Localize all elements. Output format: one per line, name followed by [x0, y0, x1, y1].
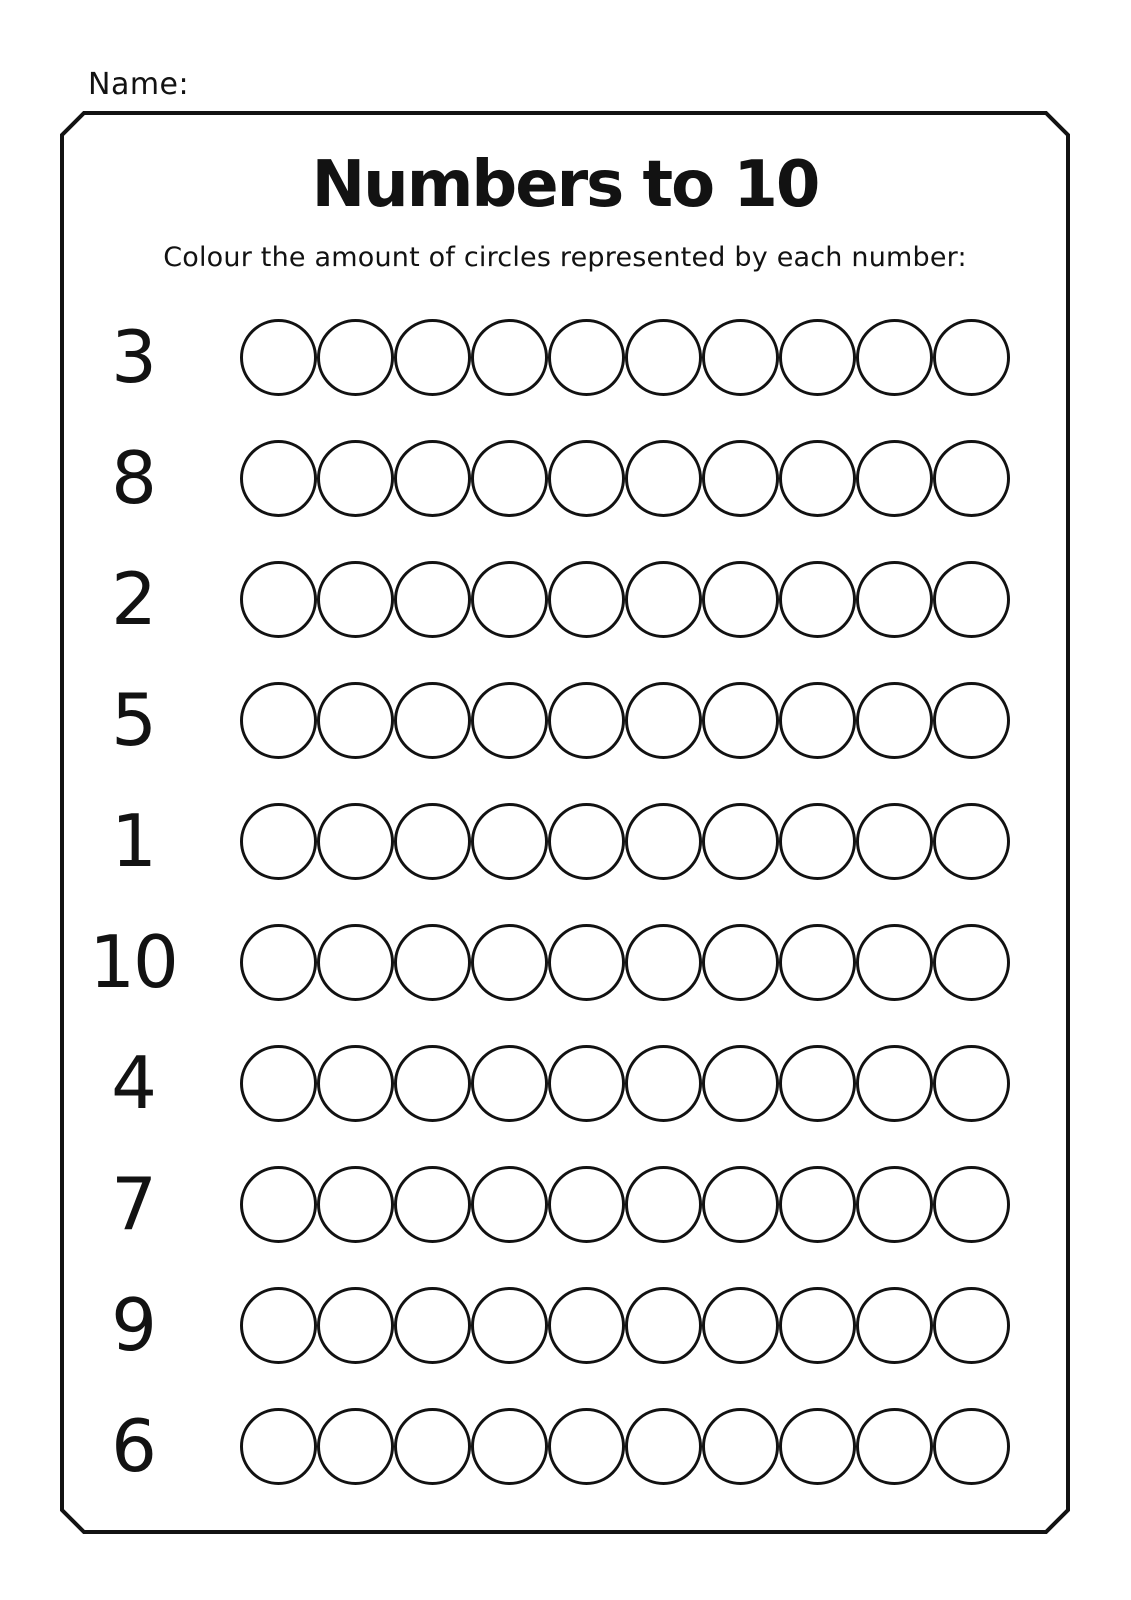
- colour-circle[interactable]: [240, 561, 317, 638]
- colour-circle[interactable]: [625, 682, 702, 759]
- colour-circle[interactable]: [702, 1408, 779, 1485]
- colour-circle[interactable]: [702, 1287, 779, 1364]
- colour-circle[interactable]: [317, 1408, 394, 1485]
- number-row: [62, 1404, 1068, 1488]
- circles-group: [240, 1287, 1010, 1364]
- colour-circle[interactable]: [317, 803, 394, 880]
- colour-circle[interactable]: [317, 1045, 394, 1122]
- colour-circle[interactable]: [317, 682, 394, 759]
- colour-circle[interactable]: [471, 1408, 548, 1485]
- row-number-label: 9: [111, 1283, 155, 1367]
- colour-circle[interactable]: [317, 440, 394, 517]
- colour-circle[interactable]: [625, 1408, 702, 1485]
- colour-circle[interactable]: [856, 1166, 933, 1243]
- circles-group: [240, 319, 1010, 396]
- colour-circle[interactable]: [779, 682, 856, 759]
- colour-circle[interactable]: [548, 1166, 625, 1243]
- colour-circle[interactable]: [933, 1408, 1010, 1485]
- colour-circle[interactable]: [548, 1408, 625, 1485]
- colour-circle[interactable]: [625, 440, 702, 517]
- number-row: [62, 920, 1068, 1004]
- colour-circle[interactable]: [702, 1045, 779, 1122]
- circles-group: [240, 1166, 1010, 1243]
- colour-circle[interactable]: [240, 682, 317, 759]
- colour-circle[interactable]: [240, 924, 317, 1001]
- colour-circle[interactable]: [548, 1287, 625, 1364]
- colour-circle[interactable]: [394, 1408, 471, 1485]
- colour-circle[interactable]: [933, 561, 1010, 638]
- colour-circle[interactable]: [471, 1166, 548, 1243]
- colour-circle[interactable]: [394, 682, 471, 759]
- colour-circle[interactable]: [394, 803, 471, 880]
- number-row: [62, 678, 1068, 762]
- colour-circle[interactable]: [394, 1166, 471, 1243]
- colour-circle[interactable]: [702, 924, 779, 1001]
- colour-circle[interactable]: [240, 803, 317, 880]
- colour-circle[interactable]: [394, 319, 471, 396]
- colour-circle[interactable]: [779, 1166, 856, 1243]
- colour-circle[interactable]: [779, 319, 856, 396]
- colour-circle[interactable]: [702, 1166, 779, 1243]
- circles-group: [240, 1045, 1010, 1122]
- circles-group: [240, 440, 1010, 517]
- colour-circle[interactable]: [933, 924, 1010, 1001]
- colour-circle[interactable]: [317, 561, 394, 638]
- number-row: [62, 799, 1068, 883]
- colour-circle[interactable]: [625, 1045, 702, 1122]
- colour-circle[interactable]: [779, 561, 856, 638]
- colour-circle[interactable]: [856, 561, 933, 638]
- colour-circle[interactable]: [240, 1287, 317, 1364]
- colour-circle[interactable]: [548, 924, 625, 1001]
- colour-circle[interactable]: [625, 319, 702, 396]
- number-row: [62, 557, 1068, 641]
- colour-circle[interactable]: [471, 803, 548, 880]
- colour-circle[interactable]: [933, 319, 1010, 396]
- number-row: [62, 1162, 1068, 1246]
- colour-circle[interactable]: [856, 319, 933, 396]
- colour-circle[interactable]: [856, 440, 933, 517]
- colour-circle[interactable]: [702, 440, 779, 517]
- colour-circle[interactable]: [779, 803, 856, 880]
- worksheet-title: Numbers to 10: [311, 148, 819, 222]
- colour-circle[interactable]: [471, 1287, 548, 1364]
- colour-circle[interactable]: [702, 803, 779, 880]
- row-number-label: 10: [89, 920, 177, 1004]
- colour-circle[interactable]: [317, 924, 394, 1001]
- colour-circle[interactable]: [317, 319, 394, 396]
- colour-circle[interactable]: [702, 561, 779, 638]
- colour-circle[interactable]: [394, 440, 471, 517]
- colour-circle[interactable]: [317, 1287, 394, 1364]
- colour-circle[interactable]: [933, 803, 1010, 880]
- row-number-label: 6: [111, 1404, 155, 1488]
- worksheet-instruction: Colour the amount of circles represented by each number:: [163, 242, 967, 273]
- circles-group: [240, 1408, 1010, 1485]
- colour-circle[interactable]: [779, 1287, 856, 1364]
- colour-circle[interactable]: [394, 924, 471, 1001]
- colour-circle[interactable]: [779, 924, 856, 1001]
- colour-circle[interactable]: [779, 1408, 856, 1485]
- colour-circle[interactable]: [471, 561, 548, 638]
- colour-circle[interactable]: [240, 1408, 317, 1485]
- circles-group: [240, 924, 1010, 1001]
- colour-circle[interactable]: [625, 561, 702, 638]
- colour-circle[interactable]: [625, 924, 702, 1001]
- colour-circle[interactable]: [933, 440, 1010, 517]
- colour-circle[interactable]: [471, 682, 548, 759]
- colour-circle[interactable]: [856, 1045, 933, 1122]
- colour-circle[interactable]: [625, 1166, 702, 1243]
- colour-circle[interactable]: [548, 682, 625, 759]
- colour-circle[interactable]: [702, 319, 779, 396]
- colour-circle[interactable]: [625, 803, 702, 880]
- colour-circle[interactable]: [240, 1166, 317, 1243]
- circles-group: [240, 561, 1010, 638]
- row-number-label: 3: [111, 315, 155, 399]
- colour-circle[interactable]: [856, 682, 933, 759]
- colour-circle[interactable]: [471, 924, 548, 1001]
- colour-circle[interactable]: [394, 1045, 471, 1122]
- colour-circle[interactable]: [394, 561, 471, 638]
- colour-circle[interactable]: [240, 440, 317, 517]
- row-number-label: 4: [111, 1041, 155, 1125]
- row-number-label: 2: [111, 557, 155, 641]
- colour-circle[interactable]: [779, 440, 856, 517]
- number-row: [62, 315, 1068, 399]
- colour-circle[interactable]: [548, 803, 625, 880]
- colour-circle[interactable]: [856, 1408, 933, 1485]
- colour-circle[interactable]: [856, 803, 933, 880]
- colour-circle[interactable]: [548, 561, 625, 638]
- name-label[interactable]: Name:: [88, 67, 190, 102]
- row-number-label: 5: [111, 678, 155, 762]
- number-row: [62, 1283, 1068, 1367]
- circles-group: [240, 682, 1010, 759]
- colour-circle[interactable]: [548, 319, 625, 396]
- colour-circle[interactable]: [856, 1287, 933, 1364]
- colour-circle[interactable]: [471, 440, 548, 517]
- colour-circle[interactable]: [471, 1045, 548, 1122]
- number-row: [62, 436, 1068, 520]
- colour-circle[interactable]: [548, 1045, 625, 1122]
- colour-circle[interactable]: [625, 1287, 702, 1364]
- colour-circle[interactable]: [933, 1287, 1010, 1364]
- colour-circle[interactable]: [702, 682, 779, 759]
- colour-circle[interactable]: [933, 1045, 1010, 1122]
- number-row: [62, 1041, 1068, 1125]
- colour-circle[interactable]: [779, 1045, 856, 1122]
- colour-circle[interactable]: [933, 682, 1010, 759]
- circles-group: [240, 803, 1010, 880]
- colour-circle[interactable]: [240, 1045, 317, 1122]
- colour-circle[interactable]: [471, 319, 548, 396]
- row-number-label: 7: [111, 1162, 155, 1246]
- row-number-label: 1: [111, 799, 155, 883]
- colour-circle[interactable]: [856, 924, 933, 1001]
- colour-circle[interactable]: [548, 440, 625, 517]
- colour-circle[interactable]: [240, 319, 317, 396]
- colour-circle[interactable]: [317, 1166, 394, 1243]
- colour-circle[interactable]: [394, 1287, 471, 1364]
- row-number-label: 8: [111, 436, 155, 520]
- colour-circle[interactable]: [933, 1166, 1010, 1243]
